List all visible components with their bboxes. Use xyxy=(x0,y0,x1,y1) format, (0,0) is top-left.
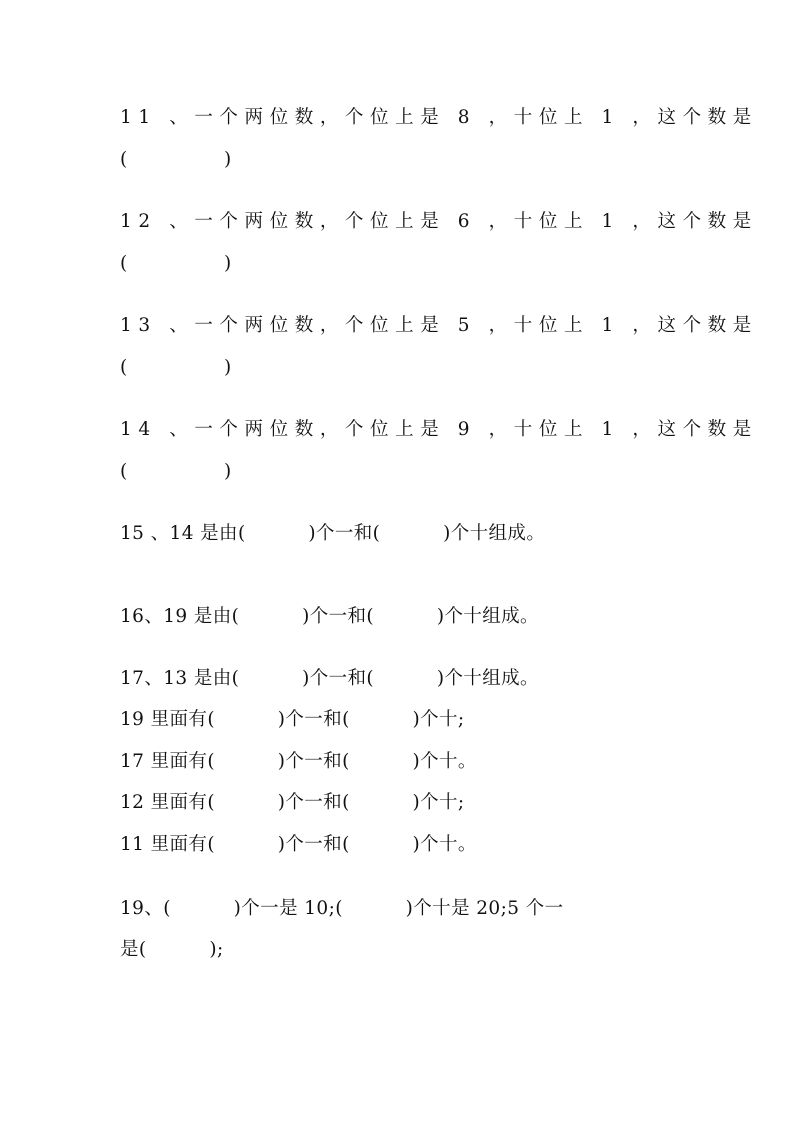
question-19-line2: 是( ); xyxy=(120,939,224,960)
left-paren: ( xyxy=(120,357,128,378)
right-paren: ) xyxy=(224,461,232,482)
question-16-text: 16、19 是由( )个一和( )个十组成。 xyxy=(120,606,539,627)
inside-19-text: 19 里面有( )个一和( )个十; xyxy=(120,709,465,730)
inside-17-text: 17 里面有( )个一和( )个十。 xyxy=(120,751,477,772)
question-14-text: 14 、一个两位数，个位上是 9 ，十位上 1 ，这个数是 xyxy=(120,419,758,440)
question-15-text: 15 、14 是由( )个一和( )个十组成。 xyxy=(120,523,546,544)
right-paren: ) xyxy=(224,357,232,378)
right-paren: ) xyxy=(224,253,232,274)
inside-12-text: 12 里面有( )个一和( )个十; xyxy=(120,792,465,813)
question-12-text: 12 、一个两位数，个位上是 6 ，十位上 1 ，这个数是 xyxy=(120,211,758,232)
left-paren: ( xyxy=(120,149,128,170)
inside-11-text: 11 里面有( )个一和( )个十。 xyxy=(120,834,477,855)
question-17-text: 17、13 是由( )个一和( )个十组成。 xyxy=(120,668,539,689)
left-paren: ( xyxy=(120,253,128,274)
question-13-text: 13 、一个两位数，个位上是 5 ，十位上 1 ，这个数是 xyxy=(120,315,758,336)
left-paren: ( xyxy=(120,461,128,482)
question-19-line1: 19、( )个一是 10;( )个十是 20;5 个一 xyxy=(120,898,564,919)
right-paren: ) xyxy=(224,149,232,170)
question-11-text: 11 、一个两位数，个位上是 8 ，十位上 1 ，这个数是 xyxy=(120,107,758,128)
